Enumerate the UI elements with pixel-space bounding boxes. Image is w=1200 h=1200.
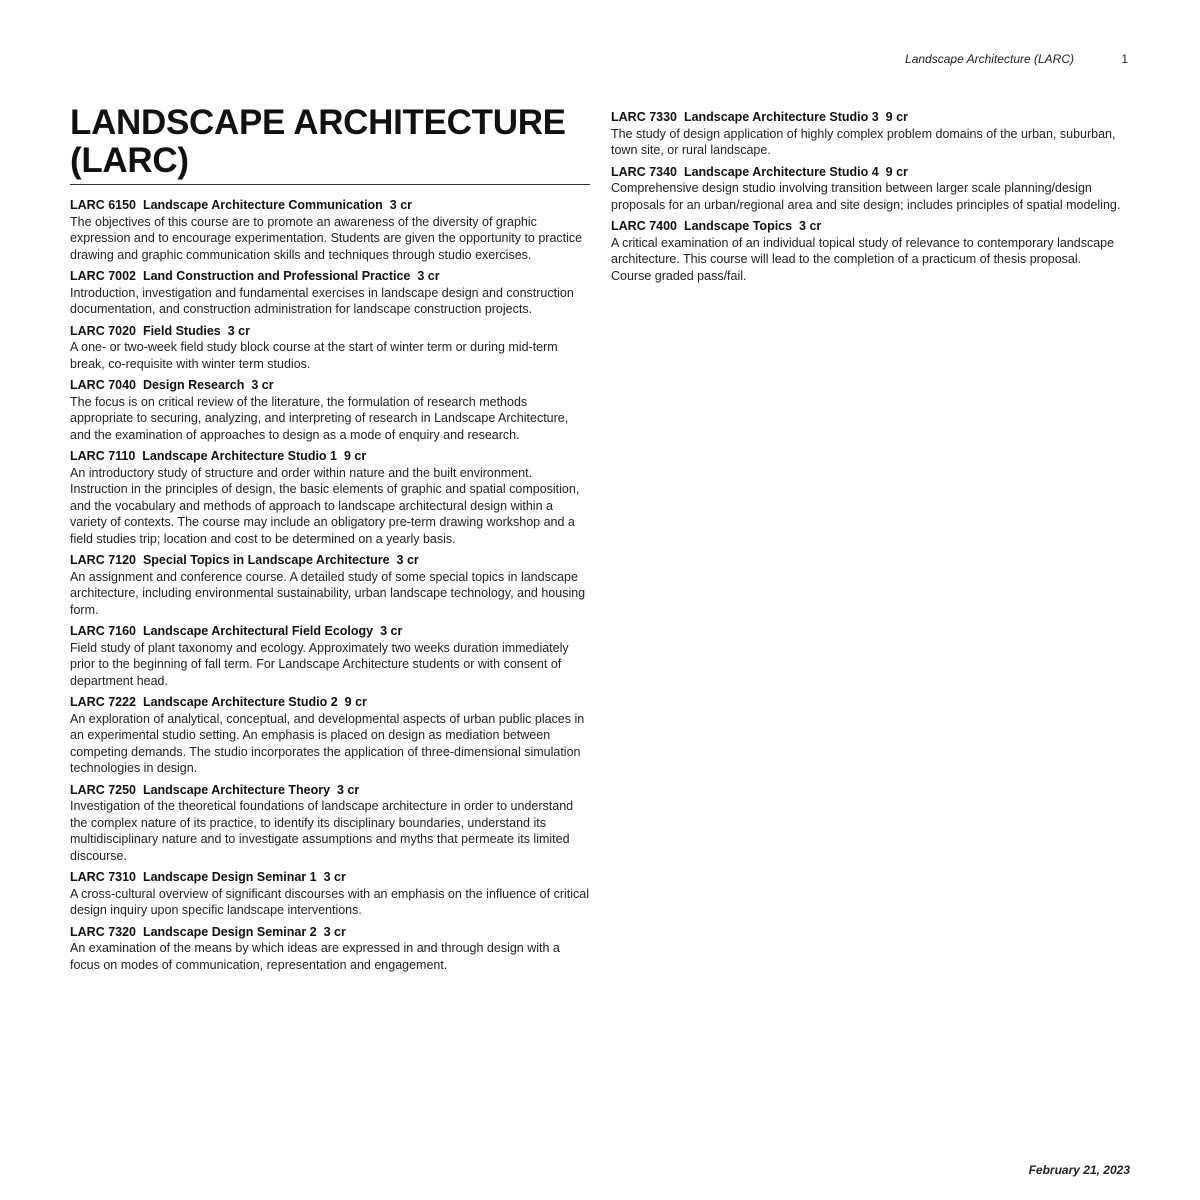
running-head-title: Landscape Architecture (LARC)	[905, 52, 1074, 66]
course-name: Land Construction and Professional Practice	[142, 269, 411, 283]
course-description: The objectives of this course are to promote an awareness of the diversity of graphic expression and to encourage experimentation. Students are given the opportunity to practice drawing and graphic communication skills and techniques through studio exercises.	[70, 214, 583, 262]
course-heading	[611, 164, 1121, 181]
course-code: LARC 7320	[70, 924, 136, 939]
course-name: Landscape Architecture Studio 3	[683, 110, 879, 124]
right-column	[611, 109, 1121, 289]
course-name: Landscape Architecture Theory	[142, 782, 331, 797]
course-entry	[70, 623, 590, 689]
course-entry	[70, 782, 590, 865]
footer-date: February 21, 2023	[1028, 1163, 1130, 1177]
course-heading	[611, 218, 1121, 235]
course-description: An exploration of analytical, conceptual, and developmental aspects of urban public places in an experimental studio setting. An emphasis is placed on design as mediation between competing demands. The studio incorporates the application of three-dimensional simulation technologies in design.	[70, 711, 585, 775]
course-credits: 3 cr	[323, 924, 346, 939]
course-credits: 3 cr	[380, 624, 403, 638]
left-column	[70, 104, 590, 978]
course-entry	[70, 268, 590, 318]
course-name: Landscape Architecture Studio 4	[683, 164, 879, 179]
course-description: A cross-cultural overview of significant discourses with an emphasis on the influence of critical design inquiry upon specific landscape interventions.	[70, 886, 589, 917]
course-description: Comprehensive design studio involving transition between larger scale planning/design proposals for an urban/regional area and site design; includes principles of spatial modeling.	[611, 181, 1121, 212]
course-credits: 3 cr	[337, 782, 360, 797]
course-name: Landscape Architecture Studio 2	[142, 695, 338, 709]
course-credits: 3 cr	[417, 269, 440, 283]
course-heading	[70, 552, 590, 569]
course-credits: 3 cr	[396, 553, 419, 567]
course-code: LARC 7120	[70, 553, 136, 567]
page-title: LANDSCAPE ARCHITECTURE (LARC)	[70, 104, 590, 185]
course-credits: 3 cr	[251, 378, 274, 392]
course-code: LARC 7020	[70, 323, 136, 338]
course-entry	[70, 377, 590, 443]
course-entry	[70, 694, 590, 777]
course-name: Landscape Topics	[683, 219, 793, 233]
course-description: An introductory study of structure and order within nature and the built environment. Instruction in the principles of design, the basic elements of graphic and spatial composition, and the vocabulary and methods of approach to landscape architectural design within a variety of contexts. The course may include an obligatory pre-term drawing workshop and a field studies trip; location and cost to be determined on a yearly basis.	[70, 465, 580, 546]
course-description: Investigation of the theoretical foundations of landscape architecture in order to understand the complex nature of its practice, to identify its disciplinary boundaries, understand its multidisciplinary nature and to investigate assumptions and myths that permeate its limited discourse.	[70, 799, 574, 863]
course-list-left	[70, 197, 590, 973]
course-code: LARC 7330	[611, 110, 677, 124]
course-heading	[611, 109, 1121, 126]
course-name: Special Topics in Landscape Architecture	[142, 553, 390, 567]
course-credits: 9 cr	[344, 695, 367, 709]
course-heading	[70, 924, 590, 941]
course-name: Landscape Design Seminar 2	[142, 924, 317, 939]
course-description: A one- or two-week field study block course at the start of winter term or during mid-term break, co-requisite with winter term studios.	[70, 340, 558, 371]
course-code: LARC 7222	[70, 695, 136, 709]
course-description: An examination of the means by which ideas are expressed in and through design with a focus on modes of communication, representation and engagement.	[70, 941, 560, 972]
course-credits: 9 cr	[885, 164, 908, 179]
course-code: LARC 6150	[70, 198, 136, 212]
course-heading	[70, 869, 590, 886]
course-description: The study of design application of highly complex problem domains of the urban, suburban, town site, or rural landscape.	[611, 126, 1116, 157]
course-heading	[70, 268, 590, 285]
course-entry	[70, 552, 590, 618]
course-credits: 9 cr	[343, 449, 367, 463]
course-heading	[70, 623, 590, 640]
course-entry	[611, 109, 1121, 159]
course-entry	[70, 197, 590, 263]
course-name: Field Studies	[142, 323, 221, 338]
course-description: The focus is on critical review of the literature, the formulation of research methods appropriate to securing, analyzing, and interpreting of research in Landscape Architecture, and the examination of approaches to design as a mode of enquiry and research.	[70, 394, 569, 442]
course-name: Landscape Architecture Studio 1	[142, 449, 337, 463]
course-credits: 3 cr	[389, 198, 413, 212]
course-name: Landscape Architecture Communication	[142, 198, 383, 212]
course-code: LARC 7040	[70, 378, 136, 392]
course-credits: 3 cr	[799, 219, 822, 233]
course-heading	[70, 448, 590, 465]
course-entry	[611, 164, 1121, 214]
page-number: 1	[1121, 52, 1128, 66]
course-code: LARC 7160	[70, 624, 136, 638]
course-entry	[70, 924, 590, 974]
course-code: LARC 7340	[611, 164, 677, 179]
course-code: LARC 7400	[611, 219, 677, 233]
course-heading	[70, 377, 590, 394]
course-credits: 3 cr	[227, 323, 250, 338]
course-heading	[70, 694, 590, 711]
course-code: LARC 7110	[70, 449, 136, 463]
course-entry	[70, 869, 590, 919]
course-code: LARC 7250	[70, 782, 136, 797]
course-entry	[70, 448, 590, 547]
course-description: Introduction, investigation and fundamental exercises in landscape design and construction documentation, and construction administration for landscape construction projects.	[70, 285, 574, 316]
course-list-right	[611, 109, 1121, 284]
course-code: LARC 7310	[70, 870, 136, 884]
course-heading	[70, 197, 590, 214]
course-name: Design Research	[142, 378, 245, 392]
course-description: Field study of plant taxonomy and ecology. Approximately two weeks duration immediately prior to the beginning of fall term. For Landscape Architecture students or with consent of department head.	[70, 640, 569, 688]
course-code: LARC 7002	[70, 269, 136, 283]
course-name: Landscape Architectural Field Ecology	[142, 624, 374, 638]
course-description: A critical examination of an individual topical study of relevance to contemporary landscape architecture. This course will lead to the completion of a practicum of thesis proposal. Course graded pass/fail.	[611, 235, 1115, 283]
course-name: Landscape Design Seminar 1	[142, 870, 317, 884]
course-entry	[70, 323, 590, 373]
course-credits: 3 cr	[323, 870, 346, 884]
course-heading	[70, 782, 590, 799]
course-description: An assignment and conference course. A detailed study of some special topics in landscape architecture, including environmental sustainability, urban landscape technology, and housing form.	[70, 569, 586, 617]
course-credits: 9 cr	[885, 110, 908, 124]
course-heading	[70, 323, 590, 340]
course-entry	[611, 218, 1121, 284]
